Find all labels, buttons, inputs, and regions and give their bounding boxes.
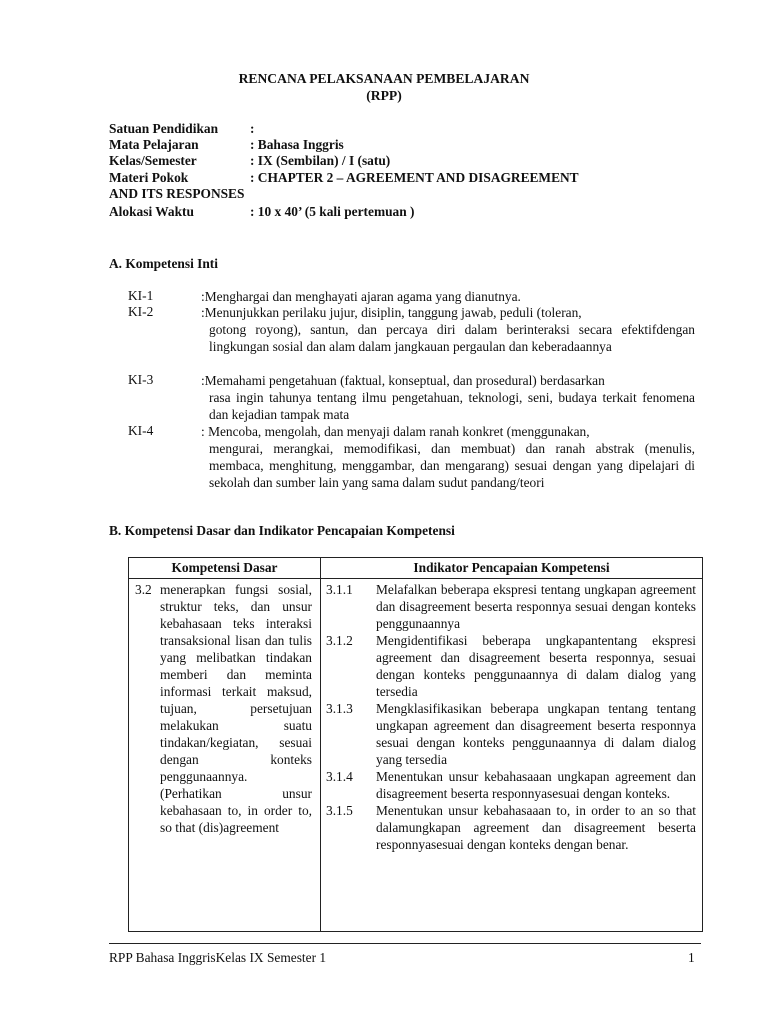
ki-3-text: [201, 372, 695, 423]
page-number: 1: [688, 950, 695, 965]
table-row: [129, 579, 703, 932]
indicator-text: Menentukan unsur kebahasaaan ungkapan agreement dan disagreement beserta responnyasesuai dengan konteks.: [376, 769, 696, 801]
identity-label-school: Satuan Pendidikan: [109, 121, 219, 136]
ki-4-first-line: : Mencoba, mengolah, dan menyaji dalam ranah konkret (menggunakan,: [201, 424, 590, 439]
ki-1-text: [201, 288, 695, 305]
identity-label-class: Kelas/Semester: [109, 153, 197, 168]
table-header-row: [129, 558, 703, 579]
indicator-item: [321, 700, 702, 768]
indicator-cell: [321, 579, 703, 932]
footer-text: RPP Bahasa InggrisKelas IX Semester 1: [109, 950, 327, 965]
identity-label-time: Alokasi Waktu: [109, 204, 194, 219]
document-subtitle: (RPP): [366, 88, 402, 103]
document-title: RENCANA PELAKSANAAN PEMBELAJARAN: [238, 71, 530, 86]
identity-label-subject: Mata Pelajaran: [109, 137, 199, 152]
indicator-item: [321, 802, 702, 853]
ki-2-text: [201, 304, 695, 355]
ki-1-first-line: :Menghargai dan menghayati ajaran agama yang dianutnya.: [201, 289, 521, 304]
indicator-text: Menentukan unsur kebahasaaan to, in order to an so that dalamungkapan agreement dan disagreement beserta responnyasesuai dengan konteks dengan benar.: [376, 803, 696, 852]
footer-divider: [109, 943, 701, 944]
indicator-number: 3.1.4: [326, 769, 353, 784]
competency-table: [128, 557, 703, 932]
indicator-text: Mengklasifikasikan beberapa ungkapan tentang tentang ungkapan agreement dan disagreement beserta responnya sesuai dengan konteks penggunaannya di dalam dialog yang tersedia: [376, 701, 696, 767]
indicator-number: 3.1.5: [326, 803, 353, 818]
indicator-text: Melafalkan beberapa ekspresi tentang ungkapan agreement dan disagreement beserta responnya sesuai dengan konteks penggunaannya: [376, 582, 696, 631]
kd-number: 3.2: [135, 582, 152, 597]
identity-value-subject: : Bahasa Inggris: [250, 137, 344, 152]
header-indikator: Indikator Pencapaian Kompetensi: [321, 558, 703, 579]
section-b-heading: B. Kompetensi Dasar dan Indikator Pencapaian Kompetensi: [109, 523, 455, 538]
indicator-item: [321, 768, 702, 802]
identity-value-class: : IX (Sembilan) / I (satu): [250, 153, 391, 168]
kd-text: menerapkan fungsi sosial, struktur teks, dan unsur kebahasaan teks interaksi transaksional lisan dan tulis yang melibatkan tindakan memberi dan meminta informasi terkait maksud, tujuan, persetujuan melakukan suatu tindakan/kegiatan, sesuai dengan konteks penggunaannya.: [160, 582, 312, 784]
header-kompetensi-dasar: Kompetensi Dasar: [129, 558, 321, 579]
identity-label-topic: Materi Pokok: [109, 170, 189, 185]
ki-4-continuation: mengurai, merangkai, memodifikasi, dan membuat) dan ranah abstrak (menulis, membaca, menghitung, menggambar, dan mengarang) sesuai dengan yang dipelajari di sekolah dan sumber lain yang sama dalam sudut pandang/teori: [209, 441, 695, 490]
indicator-item: [321, 581, 702, 632]
ki-2-continuation: gotong royong), santun, dan percaya diri dalam berinteraksi secara efektifdengan lingkungan sosial dan alam dalam jangkauan pergaulan dan keberadaannya: [209, 322, 695, 354]
kd-cell: [129, 579, 321, 932]
indicator-number: 3.1.3: [326, 701, 353, 716]
identity-value-topic: : CHAPTER 2 – AGREEMENT AND DISAGREEMENT: [250, 170, 579, 185]
ki-4-text: [201, 423, 695, 491]
indicator-number: 3.1.2: [326, 633, 353, 648]
identity-topic-continuation: AND ITS RESPONSES: [109, 186, 245, 201]
indicator-number: 3.1.1: [326, 582, 353, 597]
identity-value-time: : 10 x 40’ (5 kali pertemuan ): [250, 204, 415, 219]
ki-3-continuation: rasa ingin tahunya tentang ilmu pengetahuan, teknologi, seni, budaya terkait fenomena dan kejadian tampak mata: [209, 390, 695, 422]
ki-3-first-line: :Memahami pengetahuan (faktual, konseptual, dan prosedural) berdasarkan: [201, 373, 605, 388]
ki-4-label: KI-4: [128, 423, 154, 438]
indicator-item: [321, 632, 702, 700]
ki-3-label: KI-3: [128, 372, 154, 387]
ki-1-label: KI-1: [128, 288, 154, 303]
ki-2-first-line: :Menunjukkan perilaku jujur, disiplin, tanggung jawab, peduli (toleran,: [201, 305, 582, 320]
section-a-heading: A. Kompetensi Inti: [109, 256, 218, 271]
identity-value-school: :: [250, 121, 255, 136]
ki-2-label: KI-2: [128, 304, 154, 319]
indicator-text: Mengidentifikasi beberapa ungkapantentang ekspresi agreement dan disagreement beserta responnya, sesuai dengan konteks penggunaannya di dalam dialog yang tersedia: [376, 633, 696, 699]
kd-note: (Perhatikan unsur kebahasaan to, in order to, so that (dis)agreement: [160, 786, 312, 835]
